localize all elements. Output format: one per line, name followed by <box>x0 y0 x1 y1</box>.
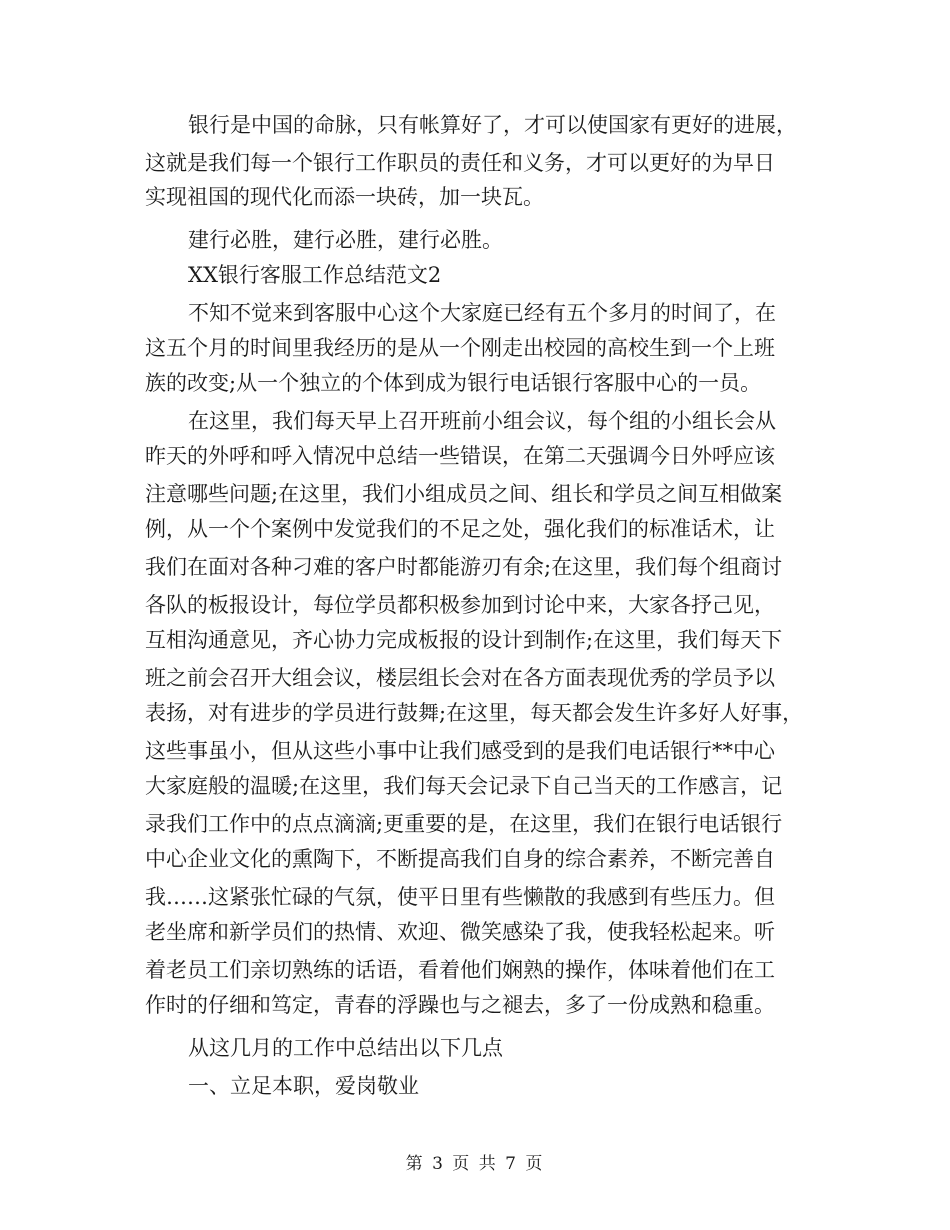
text-line: 大家庭般的温暖;在这里，我们每天会记录下自己当天的工作感言，记 <box>145 774 783 798</box>
text-line: 族的改变;从一个独立的个体到成为银行电话银行客服中心的一员。 <box>145 371 762 395</box>
text-line: 录我们工作中的点点滴滴;更重要的是，在这里，我们在银行电话银行 <box>145 812 783 836</box>
text-line: 这五个月的时间里我经历的是从一个刚走出校园的高校生到一个上班 <box>145 336 775 360</box>
text-line: 各队的板报设计，每位学员都积极参加到讨论中来，大家各抒己见， <box>145 593 775 617</box>
text-line: 互相沟通意见，齐心协力完成板报的设计到制作;在这里，我们每天下 <box>145 628 783 652</box>
text-line: 一、立足本职，爱岗敬业 <box>188 1074 419 1098</box>
text-line: 实现祖国的现代化而添一块砖，加一块瓦。 <box>145 185 544 209</box>
text-line: 老坐席和新学员们的热情、欢迎、微笑感染了我，使我轻松起来。听 <box>145 920 775 944</box>
text-line: 表扬，对有进步的学员进行鼓舞;在这里，每天都会发生许多好人好事， <box>145 701 804 725</box>
text-line: 这就是我们每一个银行工作职员的责任和义务，才可以更好的为早日 <box>145 151 775 175</box>
text-line: 注意哪些问题;在这里，我们小组成员之间、组长和学员之间互相做案 <box>145 482 783 506</box>
text-line: 中心企业文化的熏陶下，不断提高我们自身的综合素养，不断完善自 <box>145 847 775 871</box>
text-line: 不知不觉来到客服中心这个大家庭已经有五个多月的时间了，在 <box>188 301 776 325</box>
text-line: 昨天的外呼和呼入情况中总结一些错误，在第二天强调今日外呼应该 <box>145 444 775 468</box>
text-line: 从这几月的工作中总结出以下几点 <box>188 1036 503 1060</box>
page-footer: 第 3 页 共 7 页 <box>405 1154 545 1174</box>
text-line: 着老员工们亲切熟练的话语，看着他们娴熟的操作，体味着他们在工 <box>145 958 775 982</box>
text-line: 建行必胜，建行必胜，建行必胜。 <box>188 228 503 252</box>
text-line: 这些事虽小，但从这些小事中让我们感受到的是我们电话银行**中心 <box>145 739 775 763</box>
text-line: 作时的仔细和笃定，青春的浮躁也与之褪去，多了一份成熟和稳重。 <box>145 993 775 1017</box>
text-line: 例，从一个个案例中发觉我们的不足之处，强化我们的标准话术，让 <box>145 517 775 541</box>
text-line: XX银行客服工作总结范文2 <box>188 263 442 287</box>
text-line: 在这里，我们每天早上召开班前小组会议，每个组的小组长会从 <box>188 409 776 433</box>
text-line: 我们在面对各种刁难的客户时都能游刃有余;在这里，我们每个组商讨 <box>145 555 783 579</box>
text-line: 银行是中国的命脉，只有帐算好了，才可以使国家有更好的进展， <box>188 113 797 137</box>
text-line: 班之前会召开大组会议，楼层组长会对在各方面表现优秀的学员予以 <box>145 666 775 690</box>
text-line: 我……这紧张忙碌的气氛，使平日里有些懒散的我感到有些压力。但 <box>145 885 775 909</box>
